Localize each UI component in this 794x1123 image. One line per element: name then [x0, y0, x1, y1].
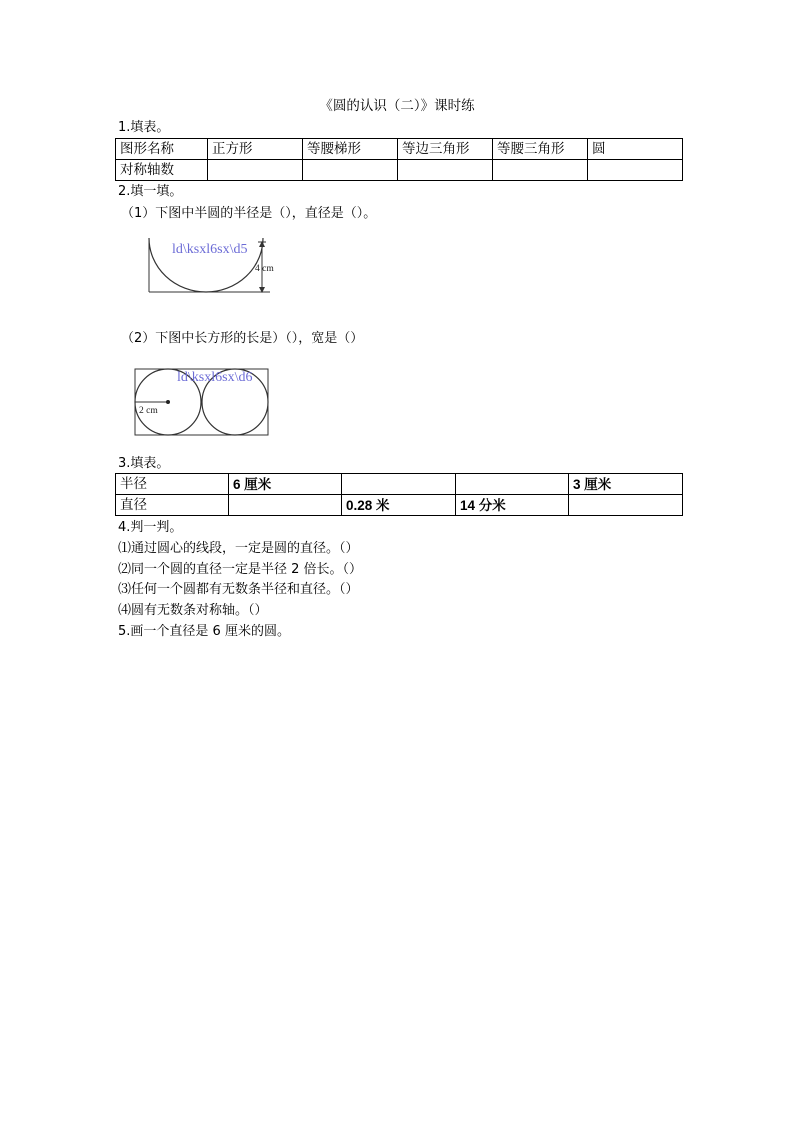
- table-cell: 3 厘米: [569, 474, 683, 495]
- height-label: 4 cm: [255, 264, 274, 274]
- table-cell: 等边三角形: [398, 139, 493, 160]
- table-cell: 直径: [116, 495, 229, 516]
- two-circles-rectangle-figure: [130, 365, 275, 440]
- answer-cell[interactable]: [588, 160, 683, 181]
- answer-cell[interactable]: [229, 495, 342, 516]
- table-cell: 正方形: [208, 139, 303, 160]
- q4-heading: 4.判一判。: [118, 520, 183, 535]
- q4-item-2: ⑵同一个圆的直径一定是半径 2 倍长。（）: [118, 562, 363, 577]
- semicircle-figure: [140, 236, 290, 298]
- q1-row-shape-names: [116, 139, 683, 160]
- radius-label: 2 cm: [139, 406, 158, 416]
- table-cell: 圆: [588, 139, 683, 160]
- table-cell: 0.28 米: [342, 495, 456, 516]
- table-cell: 图形名称: [116, 139, 208, 160]
- answer-cell[interactable]: [208, 160, 303, 181]
- q4-item-4: ⑷圆有无数条对称轴。（）: [118, 603, 268, 618]
- answer-cell[interactable]: [569, 495, 683, 516]
- table-cell: 14 分米: [456, 495, 569, 516]
- table-cell: 6 厘米: [229, 474, 342, 495]
- q1-row-axis-count: [116, 160, 683, 181]
- answer-cell[interactable]: [493, 160, 588, 181]
- answer-cell[interactable]: [456, 474, 569, 495]
- q1-heading: 1.填表。: [118, 120, 170, 135]
- watermark-text: ld\ksxl6sx\d5: [172, 242, 248, 257]
- q4-item-1: ⑴通过圆心的线段，一定是圆的直径。（）: [118, 541, 359, 556]
- table-cell: 半径: [116, 474, 229, 495]
- q1-table: [115, 138, 683, 181]
- answer-cell[interactable]: [303, 160, 398, 181]
- watermark-text: ld\ksxl6sx\d6: [177, 370, 253, 385]
- q3-table: [115, 473, 683, 516]
- q4-item-3: ⑶任何一个圆都有无数条半径和直径。（）: [118, 582, 359, 597]
- q2-part1: （1）下图中半圆的半径是（），直径是（）。: [121, 206, 377, 221]
- answer-cell[interactable]: [398, 160, 493, 181]
- q2-heading: 2.填一填。: [118, 184, 183, 199]
- answer-cell[interactable]: [342, 474, 456, 495]
- q3-heading: 3.填表。: [118, 456, 170, 471]
- q5-heading: 5.画一个直径是 6 厘米的圆。: [118, 624, 290, 639]
- page-title: 《圆的认识（二）》课时练: [319, 98, 475, 114]
- q2-part2: （2）下图中长方形的长是）（），宽是（）: [121, 331, 364, 346]
- q3-row-diameter: [116, 495, 683, 516]
- table-cell: 等腰梯形: [303, 139, 398, 160]
- q3-row-radius: [116, 474, 683, 495]
- table-cell: 对称轴数: [116, 160, 208, 181]
- table-cell: 等腰三角形: [493, 139, 588, 160]
